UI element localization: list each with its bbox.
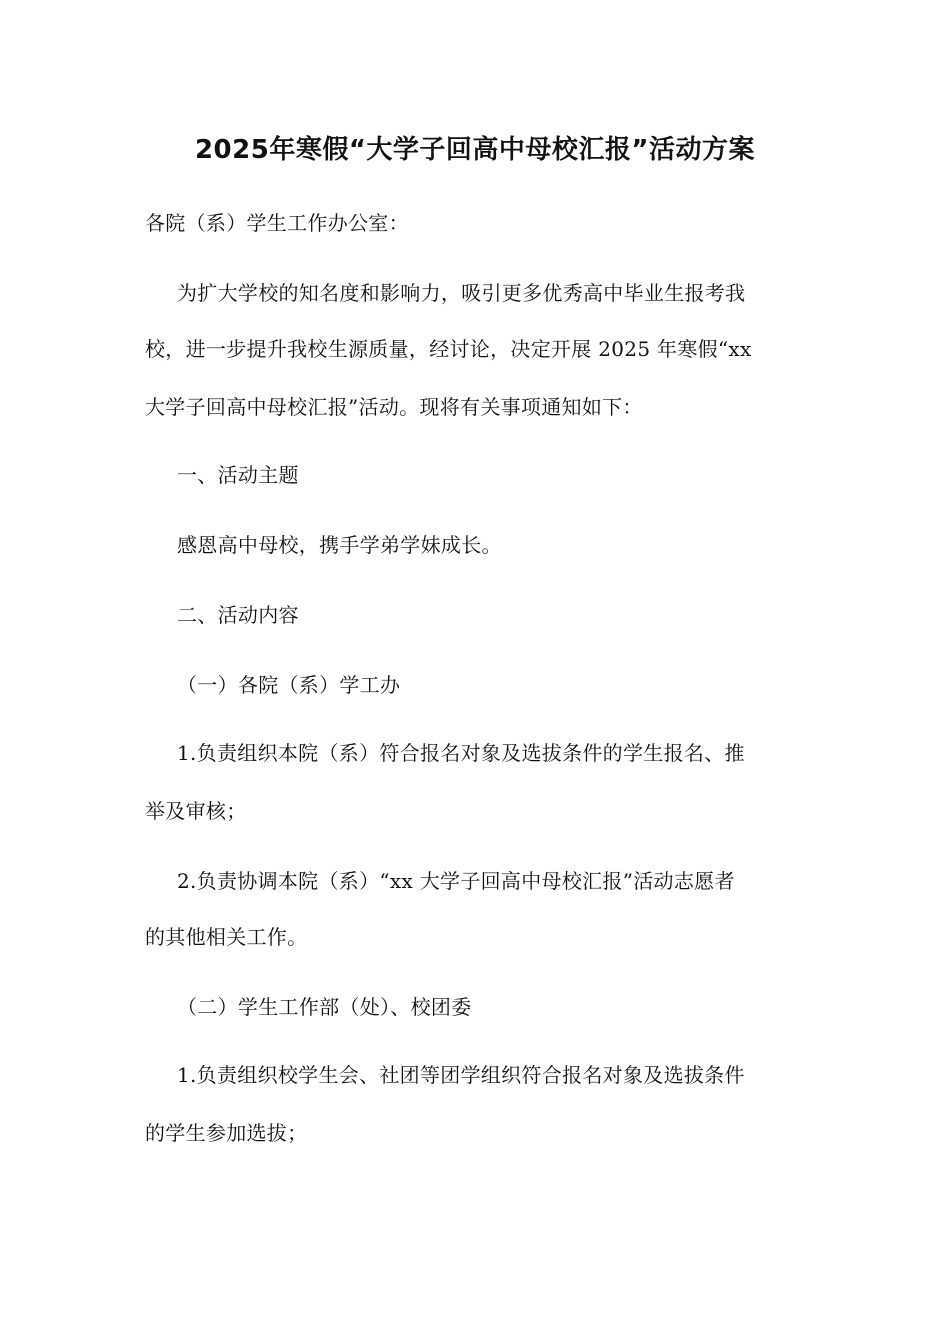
section1-heading: 一、活动主题 [177,463,299,487]
section2-sub1-heading: （一）各院（系）学工办 [177,673,401,697]
intro-line-2: 校，进一步提升我校生源质量，经讨论，决定开展 2025 年寒假“xx [145,337,752,361]
sub1-item2-line-1: 2.负责协调本院（系）“xx 大学子回高中母校汇报”活动志愿者 [177,869,735,893]
sub1-item2-line-2: 的其他相关工作。 [145,925,308,949]
section2-heading: 二、活动内容 [177,603,299,627]
intro-line-1: 为扩大学校的知名度和影响力，吸引更多优秀高中毕业生报考我 [177,281,746,305]
salutation: 各院（系）学生工作办公室： [145,211,409,235]
sub1-item1-line-2: 举及审核； [145,799,247,823]
sub2-item1-line-2: 的学生参加选拔； [145,1121,308,1145]
intro-line-3: 大学子回高中母校汇报”活动。现将有关事项通知如下： [145,395,643,419]
section1-body: 感恩高中母校，携手学弟学妹成长。 [177,533,502,557]
sub1-item1-line-1: 1.负责组织本院（系）符合报名对象及选拔条件的学生报名、推 [177,741,745,765]
sub2-item1-line-1: 1.负责组织校学生会、社团等团学组织符合报名对象及选拔条件 [177,1063,745,1087]
section2-sub2-heading: （二）学生工作部（处）、校团委 [177,995,472,1019]
document-title: 2025年寒假“大学子回高中母校汇报”活动方案 [194,135,756,165]
